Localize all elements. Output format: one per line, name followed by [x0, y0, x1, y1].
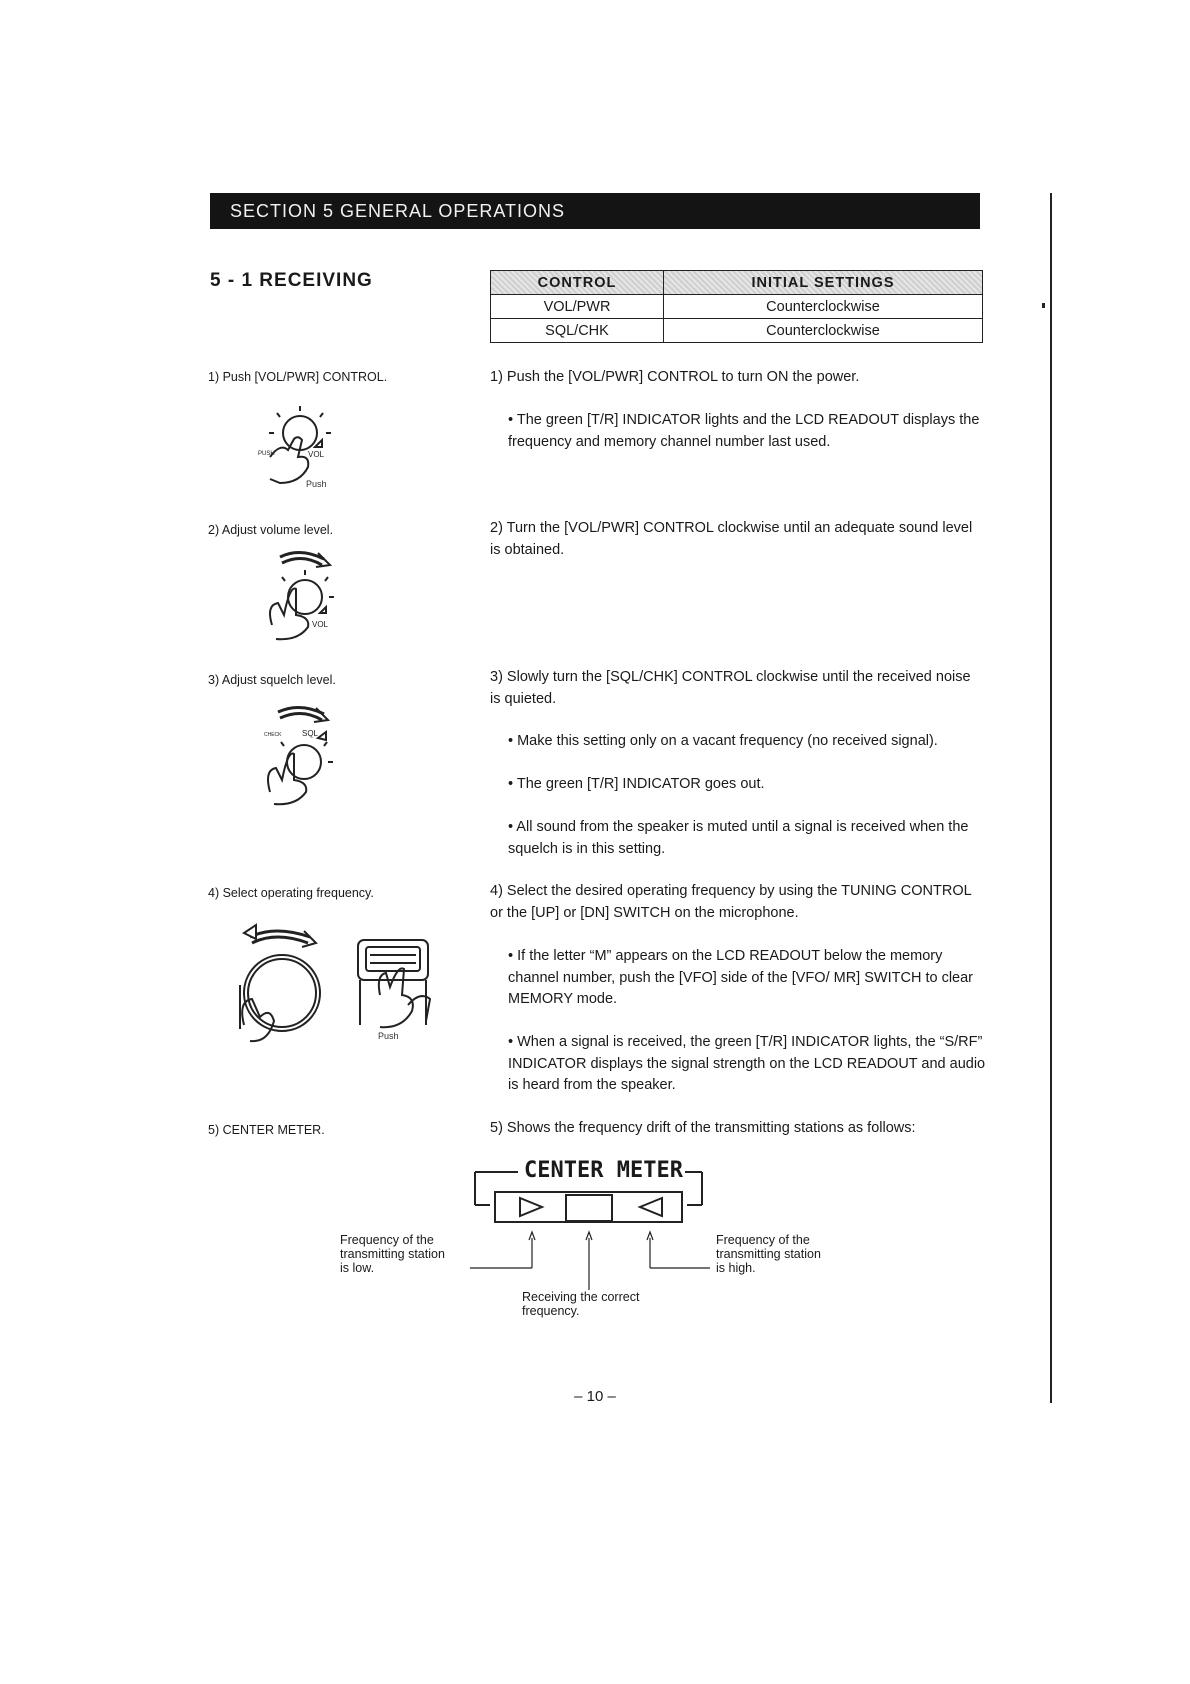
sql-label: SQL: [302, 729, 319, 738]
step-1-bullet-1: • The green [T/R] INDICATOR lights and the LCD READOUT displays the frequency and memory channel number last used.: [508, 412, 980, 450]
step-4-bullet-2: • When a signal is received, the green [T/R] INDICATOR lights, the “S/RF” INDICATOR displays the signal strength on the LCD READOUT and audio is heard from the speaker.: [508, 1034, 986, 1093]
table-row: [491, 295, 983, 319]
note-line: is high.: [716, 1261, 756, 1275]
vol-label: VOL: [312, 620, 329, 629]
figure-caption-1: 1) Push [VOL/PWR] CONTROL.: [208, 370, 388, 384]
push-knob-illustration: [250, 395, 370, 495]
note-line: Receiving the correct: [522, 1290, 640, 1304]
step-3-bullet-2: • The green [T/R] INDICATOR goes out.: [508, 776, 765, 792]
step-3-bullet-1: • Make this setting only on a vacant frequency (no received signal).: [508, 733, 938, 749]
step-2-text: 2) Turn the [VOL/PWR] CONTROL clockwise until an adequate sound level is obtained.: [490, 520, 973, 558]
note-low-frequency: [340, 1233, 470, 1275]
table-cell: Counterclockwise: [664, 319, 983, 343]
step-4-bullet-1: • If the letter “M” appears on the LCD READOUT below the memory channel number, push the [VFO] side of the [VFO/ MR] SWITCH to clear MEMORY mode.: [508, 948, 973, 1007]
table-header-control: CONTROL: [491, 271, 664, 295]
step-3-text: 3) Slowly turn the [SQL/CHK] CONTROL clockwise until the received noise is quieted.: [490, 669, 971, 707]
note-line: Frequency of the: [716, 1233, 810, 1247]
initial-settings-table: [490, 270, 983, 343]
push-caption: Push: [378, 1031, 399, 1041]
step-4-text: 4) Select the desired operating frequency by using the TUNING CONTROL or the [UP] or [DN] SWITCH on the microphone.: [490, 883, 972, 921]
figure-caption-5: 5) CENTER METER.: [208, 1123, 325, 1137]
figure-caption-2: 2) Adjust volume level.: [208, 523, 334, 537]
note-line: transmitting station: [340, 1247, 445, 1261]
table-cell: SQL/CHK: [491, 319, 664, 343]
page-number: – 10 –: [574, 1388, 616, 1405]
table-header-initial-settings: INITIAL SETTINGS: [664, 271, 983, 295]
push-label: PUSH: [258, 451, 275, 457]
figure-caption-3: 3) Adjust squelch level.: [208, 673, 336, 687]
squelch-knob-illustration: [250, 700, 370, 815]
margin-mark: [1042, 303, 1045, 308]
center-meter-title: CENTER METER: [524, 1158, 683, 1183]
table-header-row: [491, 271, 983, 295]
step-3-bullet-3: • All sound from the speaker is muted until a signal is received when the squelch is in this setting.: [508, 819, 969, 857]
step-1-text: 1) Push the [VOL/PWR] CONTROL to turn ON the power.: [490, 369, 860, 385]
note-line: frequency.: [522, 1304, 580, 1318]
vol-label: VOL: [308, 450, 325, 459]
note-line: Frequency of the: [340, 1233, 434, 1247]
check-label: CHECK: [264, 732, 282, 738]
margin-rule: [1050, 193, 1052, 1403]
volume-knob-illustration: [250, 545, 370, 645]
section-header: SECTION 5 GENERAL OPERATIONS: [210, 193, 980, 229]
table-row: [491, 319, 983, 343]
tuning-control-illustration: [230, 925, 440, 1055]
table-cell: VOL/PWR: [491, 295, 664, 319]
note-line: transmitting station: [716, 1247, 821, 1261]
subsection-title: 5 - 1 RECEIVING: [210, 270, 373, 291]
table-cell: Counterclockwise: [664, 295, 983, 319]
note-line: is low.: [340, 1261, 375, 1275]
step-5-text: 5) Shows the frequency drift of the transmitting stations as follows:: [490, 1120, 916, 1136]
note-correct-frequency: [522, 1290, 682, 1318]
note-high-frequency: [716, 1233, 856, 1275]
push-caption: Push: [306, 479, 327, 489]
figure-caption-4: 4) Select operating frequency.: [208, 886, 374, 900]
